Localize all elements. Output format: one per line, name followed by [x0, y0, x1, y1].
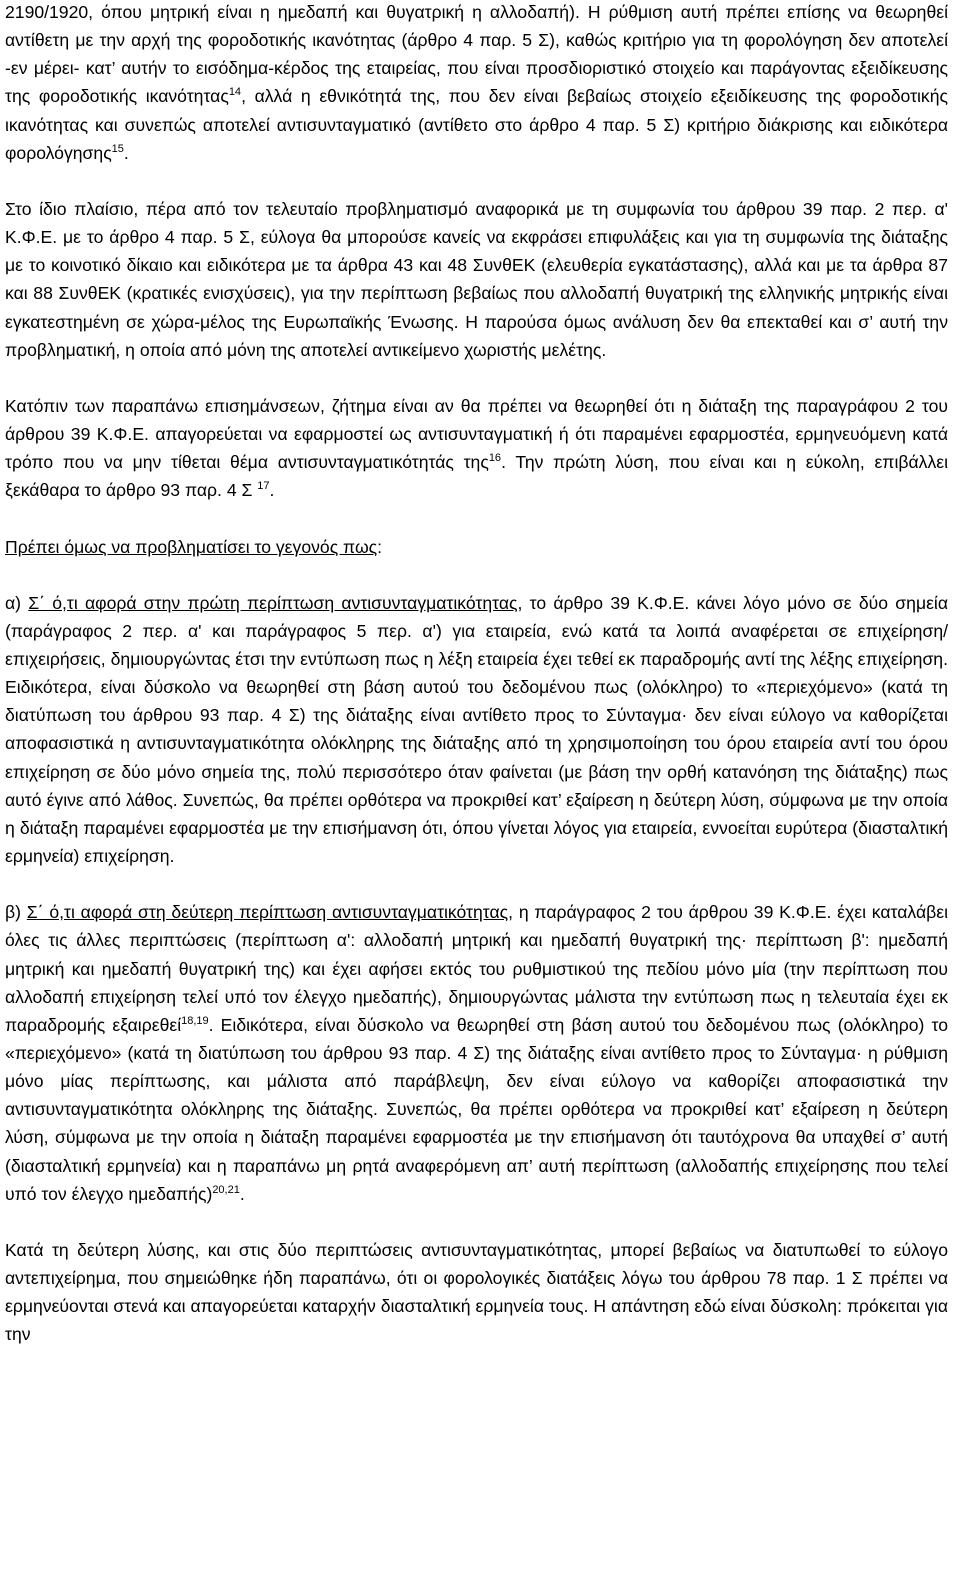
paragraph-6-text-b: . Ειδικότερα, είναι δύσκολο να θεωρηθεί στη βάση αυτού του δεδομένου πως (ολόκληρο) το «περιεχόμενο» (κατά τη διατύπωση του άρθρου 93 παρ. 4 Σ) της διάταξης είναι αντίθετο προς το Σύνταγμα· η ρύθμιση μόνο μίας περίπτωσης, και μάλιστα από παράβλεψη, δεν είναι εύλογο να καθορίζει αποφασιστικά την αντισυνταγματικότητα ολόκληρης της διάταξης. Συνεπώς, θα πρέπει ορθότερα να προκριθεί κατ’ εξαίρεση η δεύτερη λύση, σύμφωνα με την οποία η διάταξη παραμένει εφαρμοστέα με την επισήμανση ότι ταυτόχρονα θα υπαχθεί σ’ αυτή (διασταλτική ερμηνεία) και η παραπάνω μη ρητά αναφερόμενη απ’ αυτή περίπτωση (αλλοδαπής επιχείρησης που τελεί υπό τον έλεγχο ημεδαπής): [5, 1014, 948, 1204]
underlined-phrase-b: Σ΄ ό,τι αφορά στη δεύτερη περίπτωση αντισυνταγματικότητας: [26, 902, 509, 923]
paragraph-3: [5, 392, 948, 505]
paragraph-1: [5, 0, 948, 167]
footnote-ref-14: 14: [228, 86, 242, 99]
paragraph-gap: [5, 870, 948, 898]
paragraph-2: Στο ίδιο πλαίσιο, πέρα από τον τελευταίο προβληματισμό αναφορικά με τη συμφωνία του άρθρου 39 παρ. 2 περ. α' Κ.Φ.Ε. με το άρθρο 4 παρ. 5 Σ, εύλογα θα μπορούσε κανείς να εκφράσει επιφυλάξεις και για τη συμφωνία της διάταξης με το κοινοτικό δίκαιο και ειδικότερα με τα άρθρα 43 και 48 ΣυνθΕΚ (ελευθερία εγκατάστασης), αλλά και με τα άρθρα 87 και 88 ΣυνθΕΚ (κρατικές ενισχύσεις), για την περίπτωση βεβαίως που αλλοδαπή θυγατρική της ελληνικής μητρικής είναι εγκατεστημένη σε χώρα-μέλος της Ευρωπαϊκής Ένωσης. Η παρούσα όμως ανάλυση δεν θα επεκταθεί και σ’ αυτή την προβληματική, η οποία από μόνη της αποτελεί αντικείμενο χωριστής μελέτης.: [5, 198, 948, 360]
paragraph-gap: [5, 167, 948, 195]
heading-colon: :: [377, 536, 383, 557]
paragraph-gap: [5, 1208, 948, 1236]
footnote-ref-15: 15: [111, 142, 124, 155]
footnote-ref-20-21: 20,21: [212, 1183, 240, 1196]
item-marker-a: α): [5, 592, 29, 613]
paragraph-6-text-a: , η παράγραφος 2 του άρθρου 39 Κ.Φ.Ε. έχει καταλάβει όλες τις άλλες περιπτώσεις (περίπτωση α': αλλοδαπή μητρική και ημεδαπή θυγατρική της· περίπτωση β': ημεδαπή μητρική και ημεδαπή θυγατρική της) και έχει αφήσει εκτός του ρυθμιστικού της πεδίου μόνο μία (την περίπτωση που αλλοδαπή επιχείρηση τελεί υπό τον έλεγχο ημεδαπής), δημιουργώντας μάλιστα την εντύπωση πως η τελευταία έχει εκ παραδρομής εξαιρεθεί: [5, 902, 948, 1035]
footnote-ref-17: 17: [257, 480, 270, 493]
footnote-ref-16: 16: [488, 452, 502, 465]
item-marker-b: β): [5, 902, 27, 923]
underlined-phrase-a: Σ΄ ό,τι αφορά στην πρώτη περίπτωση αντισυνταγματικότητας: [28, 592, 518, 613]
paragraph-1-text-c: .: [123, 142, 129, 163]
paragraph-1-text-b: , αλλά η εθνικότητά της, που δεν είναι βεβαίως στοιχείο εξειδίκευσης της φοροδοτικής ικανότητας και συνεπώς αποτελεί αντισυνταγματικό (αντίθετο στο άρθρο 4 παρ. 5 Σ) κριτήριο διάκρισης και ειδικότερα φορολόγησης: [5, 86, 948, 163]
paragraph-3-text-b: . Την πρώτη λύση, που είναι και η εύκολη, επιβάλλει ξεκάθαρα το άρθρο 93 παρ. 4 Σ: [5, 452, 948, 501]
underlined-heading: Πρέπει όμως να προβληματίσει το γεγονός πως: [5, 536, 378, 557]
paragraph-6-text-c: .: [239, 1183, 245, 1204]
paragraph-gap: [5, 364, 948, 392]
paragraph-3-text-c: .: [269, 480, 275, 501]
paragraph-5-text: , το άρθρο 39 Κ.Φ.Ε. κάνει λόγο μόνο σε δύο σημεία (παράγραφος 2 περ. α' και παράγραφος 5 περ. α') για εταιρεία, ενώ κατά τα λοιπά αναφέρεται σε επιχείρηση/επιχειρήσεις, δημιουργώντας έτσι την εντύπωση πως η λέξη εταιρεία έχει τεθεί εκ παραδρομής αντί της λέξης επιχείρηση. Ειδικότερα, είναι δύσκολο να θεωρηθεί στη βάση αυτού του δεδομένου πως (ολόκληρο) το «περιεχόμενο» (κατά τη διατύπωση του άρθρου 93 παρ. 4 Σ) της διάταξης είναι αντίθετο προς το Σύνταγμα· δεν είναι εύλογο να καθορίζεται αποφασιστικά η αντισυνταγματικότητα ολόκληρης της διάταξης από τη χρησιμοποίηση του όρου εταιρεία αντί του όρου επιχείρηση σε δύο μόνο σημεία της, πολύ περισσότερο όταν φαίνεται (με βάση την ορθή κατανόηση της διάταξης) πως αυτό έγινε από λάθος. Συνεπώς, θα πρέπει ορθότερα να προκριθεί κατ’ εξαίρεση η δεύτερη λύση, σύμφωνα με την οποία η διάταξη παραμένει εφαρμοστέα με την επισήμανση ότι, όπου γίνεται λόγος για εταιρεία, εννοείται ευρύτερα (διασταλτική ερμηνεία) επιχείρηση.: [5, 592, 948, 867]
paragraph-1-text-a: 2190/1920, όπου μητρική είναι η ημεδαπή και θυγατρική η αλλοδαπή). Η ρύθμιση αυτή πρέπει επίσης να θεωρηθεί αντίθετη με την αρχή της φοροδοτικής ικανότητας (άρθρο 4 παρ. 5 Σ), καθώς κριτήριο για τη φορολόγηση δεν αποτελεί -εν μέρει- κατ’ αυτήν το εισόδημα-κέρδος της εταιρείας, που είναι προσδιοριστικό στοιχείο και παράγοντας εξειδίκευσης της φοροδοτικής ικανότητας: [5, 2, 948, 107]
paragraph-4: [5, 533, 948, 561]
paragraph-7: Κατά τη δεύτερη λύσης, και στις δύο περιπτώσεις αντισυνταγματικότητας, μπορεί βεβαίως να διατυπωθεί το εύλογο αντεπιχείρημα, που σημειώθηκε ήδη παραπάνω, ότι οι φορολογικές διατάξεις λόγω του άρθρου 78 παρ. 1 Σ πρέπει να ερμηνεύονται στενά και απαγορεύεται καταρχήν διασταλτική ερμηνεία τους. Η απάντηση εδώ είναι δύσκολη: πρόκειται για την: [5, 1239, 948, 1345]
paragraph-gap: [5, 505, 948, 533]
document-page: [5, 0, 948, 1349]
paragraph-3-text-a: Κατόπιν των παραπάνω επισημάνσεων, ζήτημα είναι αν θα πρέπει να θεωρηθεί ότι η διάταξη της παραγράφου 2 του άρθρου 39 Κ.Φ.Ε. απαγορεύεται να εφαρμοστεί ως αντισυνταγματική ή ότι παραμένει εφαρμοστέα, ερμηνευόμενη κατά τρόπο που να μην τίθεται θέμα αντισυνταγματικότητάς της: [5, 395, 948, 473]
paragraph-5: [5, 589, 948, 871]
paragraph-6: [5, 898, 948, 1208]
footnote-ref-18-19: 18,19: [181, 1014, 209, 1027]
paragraph-gap: [5, 561, 948, 589]
